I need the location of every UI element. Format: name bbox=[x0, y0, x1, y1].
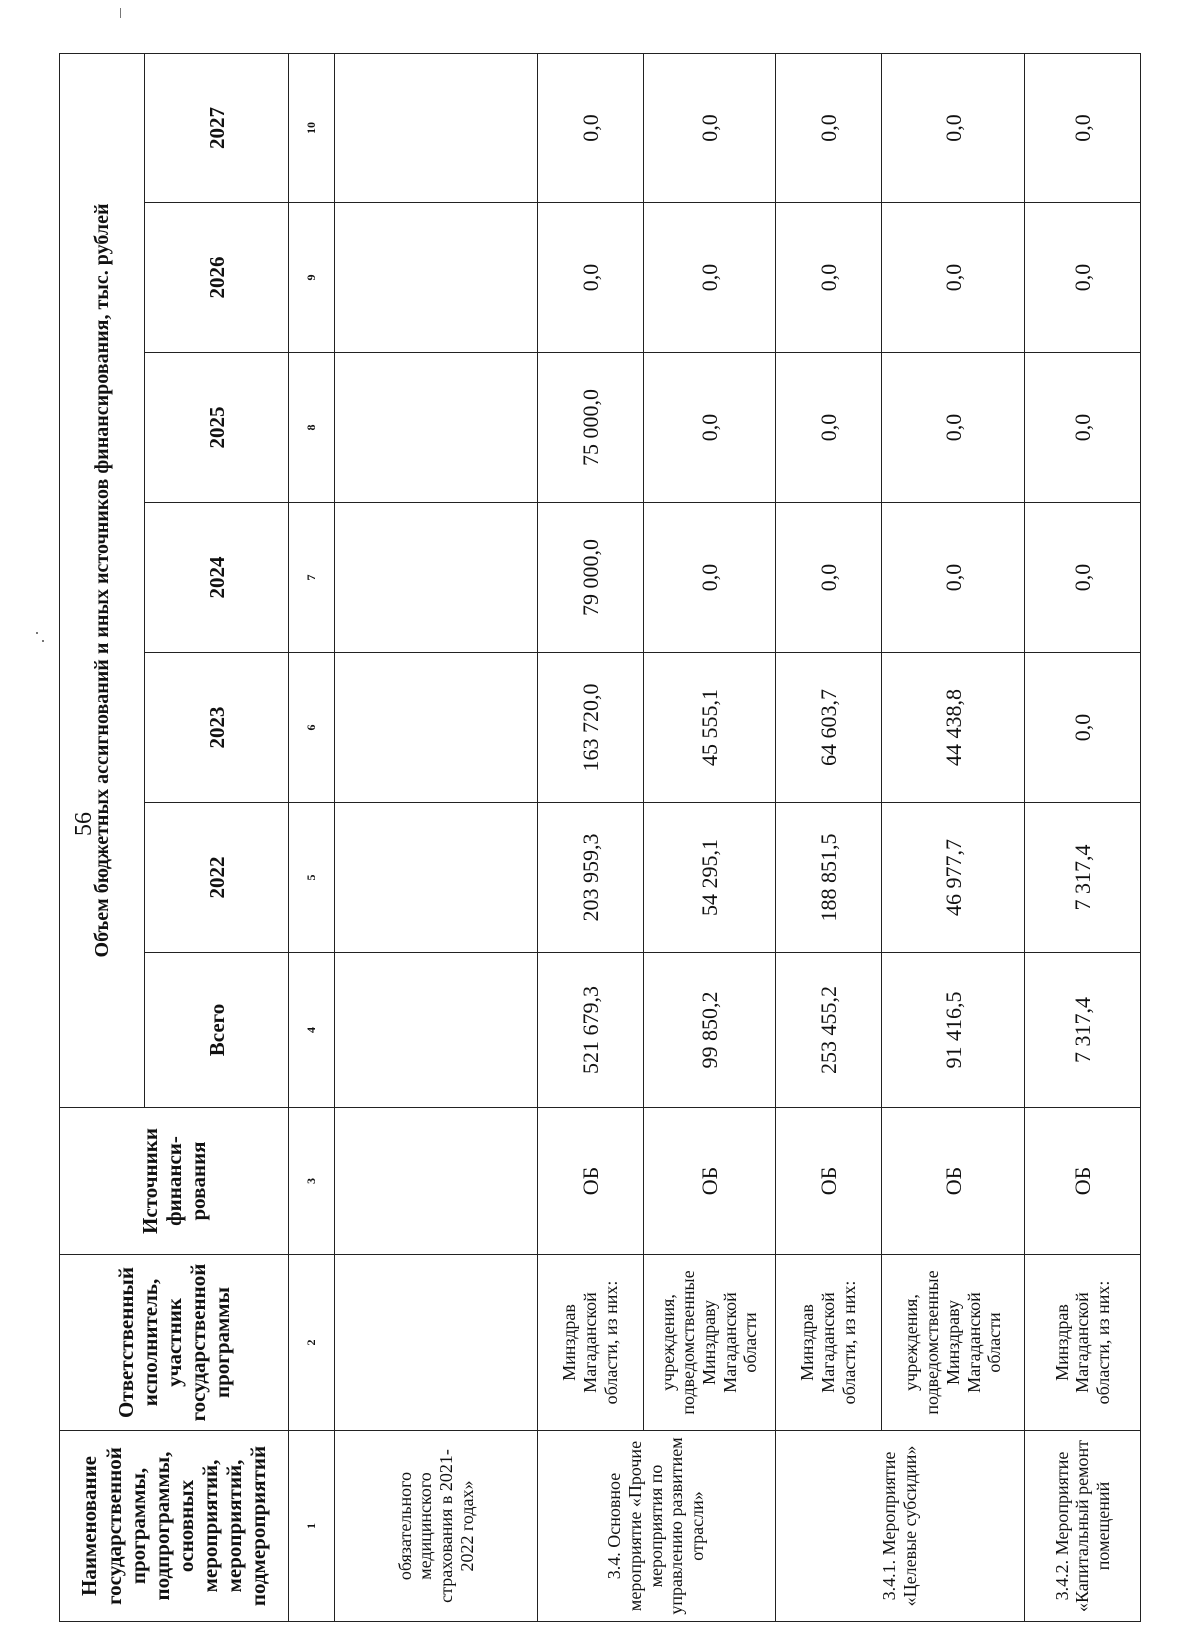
value-cell: 0,0 bbox=[882, 353, 1025, 503]
value-cell: 7 317,4 bbox=[1025, 803, 1141, 953]
value-cell: 521 679,3 bbox=[537, 953, 643, 1108]
empty-cell bbox=[335, 203, 537, 353]
rotated-table-wrapper bbox=[59, 54, 1141, 1622]
empty-cell bbox=[335, 953, 537, 1108]
header-year: Всего bbox=[145, 953, 289, 1108]
executor-cell: Минздрав Магаданской области, из них: bbox=[1025, 1255, 1141, 1431]
value-cell: 7 317,4 bbox=[1025, 953, 1141, 1108]
value-cell: 75 000,0 bbox=[537, 353, 643, 503]
value-cell: 0,0 bbox=[1025, 353, 1141, 503]
value-cell: 44 438,8 bbox=[882, 653, 1025, 803]
value-cell: 0,0 bbox=[1025, 503, 1141, 653]
column-number: 2 bbox=[289, 1255, 335, 1431]
value-cell: 0,0 bbox=[537, 54, 643, 203]
value-cell: 0,0 bbox=[775, 353, 881, 503]
value-cell: 0,0 bbox=[643, 54, 775, 203]
value-cell: 0,0 bbox=[775, 54, 881, 203]
value-cell: 0,0 bbox=[1025, 653, 1141, 803]
header-year: 2025 bbox=[145, 353, 289, 503]
value-cell: 79 000,0 bbox=[537, 503, 643, 653]
header-year: 2024 bbox=[145, 503, 289, 653]
value-cell: 54 295,1 bbox=[643, 803, 775, 953]
executor-cell: учреждения, подведомственные Минздраву Магаданской области bbox=[643, 1255, 775, 1431]
column-number: 3 bbox=[289, 1108, 335, 1255]
empty-cell bbox=[335, 503, 537, 653]
table-row bbox=[537, 54, 643, 1622]
empty-cell bbox=[335, 353, 537, 503]
value-cell: 0,0 bbox=[643, 353, 775, 503]
value-cell: 99 850,2 bbox=[643, 953, 775, 1108]
empty-cell bbox=[335, 803, 537, 953]
column-number: 6 bbox=[289, 653, 335, 803]
value-cell: 0,0 bbox=[643, 503, 775, 653]
column-number: 4 bbox=[289, 953, 335, 1108]
header-source: Источники финанси-рования bbox=[60, 1108, 289, 1255]
column-number: 10 bbox=[289, 54, 335, 203]
source-cell: ОБ bbox=[882, 1108, 1025, 1255]
column-number: 5 bbox=[289, 803, 335, 953]
column-number: 1 bbox=[289, 1431, 335, 1622]
value-cell: 253 455,2 bbox=[775, 953, 881, 1108]
header-year: 2027 bbox=[145, 54, 289, 203]
source-cell: ОБ bbox=[775, 1108, 881, 1255]
header-executor: Ответственный исполнитель, участник государственной программы bbox=[60, 1255, 289, 1431]
table-row bbox=[775, 54, 881, 1622]
executor-cell: Минздрав Магаданской области, из них: bbox=[775, 1255, 881, 1431]
column-number: 9 bbox=[289, 203, 335, 353]
executor-cell: учреждения, подведомственные Минздраву Магаданской области bbox=[882, 1255, 1025, 1431]
header-funding-group: Объем бюджетных ассигнований и иных источников финансирования, тыс. рублей bbox=[60, 54, 145, 1108]
source-cell: ОБ bbox=[643, 1108, 775, 1255]
financing-table bbox=[59, 53, 1141, 1622]
value-cell: 0,0 bbox=[882, 203, 1025, 353]
source-cell: ОБ bbox=[1025, 1108, 1141, 1255]
measure-name: 3.4.1. Мероприятие «Целевые субсидии» bbox=[775, 1431, 1025, 1622]
value-cell: 0,0 bbox=[1025, 54, 1141, 203]
executor-cell: Минздрав Магаданской области, из них: bbox=[537, 1255, 643, 1431]
value-cell: 188 851,5 bbox=[775, 803, 881, 953]
value-cell: 0,0 bbox=[882, 503, 1025, 653]
measure-name: 3.4.2. Мероприятие «Капитальный ремонт помещений bbox=[1025, 1431, 1141, 1622]
empty-cell bbox=[335, 653, 537, 803]
value-cell: 46 977,7 bbox=[882, 803, 1025, 953]
header-year: 2022 bbox=[145, 803, 289, 953]
value-cell: 0,0 bbox=[882, 54, 1025, 203]
page-number: 56 bbox=[71, 812, 97, 836]
empty-cell bbox=[335, 1255, 537, 1431]
column-number: 8 bbox=[289, 353, 335, 503]
empty-cell bbox=[335, 1108, 537, 1255]
header-name: Наименование государственной программы, подпрограммы, основных мероприятий, мероприятий, подмероприятий bbox=[60, 1431, 289, 1622]
value-cell: 64 603,7 bbox=[775, 653, 881, 803]
value-cell: 0,0 bbox=[775, 503, 881, 653]
value-cell: 163 720,0 bbox=[537, 653, 643, 803]
empty-cell bbox=[335, 54, 537, 203]
column-number: 7 bbox=[289, 503, 335, 653]
value-cell: 45 555,1 bbox=[643, 653, 775, 803]
table-row bbox=[643, 54, 775, 1622]
table-row bbox=[882, 54, 1025, 1622]
header-year: 2026 bbox=[145, 203, 289, 353]
value-cell: 0,0 bbox=[1025, 203, 1141, 353]
value-cell: 0,0 bbox=[537, 203, 643, 353]
value-cell: 91 416,5 bbox=[882, 953, 1025, 1108]
continuation-name: обязательного медицинского страхования в 2021-2022 годах» bbox=[335, 1431, 537, 1622]
value-cell: 0,0 bbox=[643, 203, 775, 353]
table-row bbox=[1025, 54, 1141, 1622]
header-year: 2023 bbox=[145, 653, 289, 803]
value-cell: 0,0 bbox=[775, 203, 881, 353]
value-cell: 203 959,3 bbox=[537, 803, 643, 953]
source-cell: ОБ bbox=[537, 1108, 643, 1255]
measure-name: 3.4. Основное мероприятие «Прочие мероприятия по управлению развитием отрасли» bbox=[537, 1431, 775, 1622]
